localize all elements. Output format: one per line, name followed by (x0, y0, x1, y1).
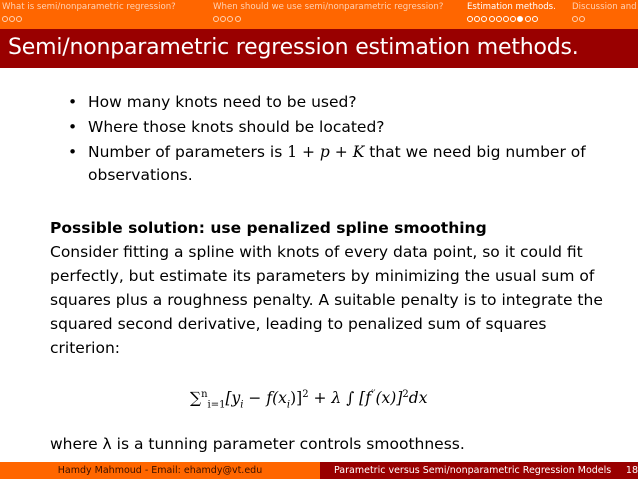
bullet-icon: • (68, 118, 78, 136)
nav-section-dots (2, 16, 176, 26)
math-p: p (319, 143, 330, 161)
slide-content (50, 91, 610, 189)
formula-term: (x)] (375, 389, 403, 408)
nav-section-dots (467, 16, 556, 26)
nav-frame-dot[interactable] (235, 16, 241, 22)
math-plus: + (297, 143, 320, 161)
nav-section-when-to-use[interactable] (213, 2, 443, 26)
formula-sub: i (240, 399, 244, 411)
penalized-sum-formula (190, 389, 427, 410)
slide-footer (0, 462, 638, 479)
nav-frame-dot[interactable] (16, 16, 22, 22)
nav-frame-dot[interactable] (9, 16, 15, 22)
nav-frame-dot[interactable] (503, 16, 509, 22)
nav-section-label[interactable]: What is semi/nonparametric regression? (2, 2, 176, 12)
bullet-text: Number of parameters is (88, 143, 288, 161)
solution-block (50, 216, 610, 360)
nav-frame-dot[interactable] (481, 16, 487, 22)
nav-frame-dot[interactable] (496, 16, 502, 22)
section-navigation (0, 0, 638, 29)
nav-frame-dot[interactable] (220, 16, 226, 22)
nav-section-label[interactable]: When should we use semi/nonparametric regression? (213, 2, 444, 12)
footer-right (320, 462, 638, 479)
sum-upper: n (201, 389, 208, 400)
nav-section-discussion[interactable] (572, 2, 637, 26)
list-item (68, 116, 610, 139)
math-one: 1 (287, 143, 298, 161)
nav-section-what-is[interactable] (2, 2, 176, 26)
slide-title: Semi/nonparametric regression estimation methods. (8, 35, 579, 60)
where-text: where λ is a tunning parameter controls smoothness. (50, 435, 465, 453)
formula-term: [y (225, 389, 241, 408)
formula-term: + λ ∫ [f (308, 389, 371, 408)
nav-frame-dot[interactable] (227, 16, 233, 22)
nav-section-label[interactable]: Discussion and (572, 2, 637, 12)
math-plus: + (329, 143, 353, 161)
nav-frame-dot[interactable] (517, 16, 523, 22)
bullet-text: that we need big number of observations. (88, 143, 586, 184)
nav-frame-dot[interactable] (474, 16, 480, 22)
formula-term: )] (290, 389, 303, 408)
nav-frame-dot[interactable] (2, 16, 8, 22)
nav-section-dots (213, 16, 443, 26)
nav-section-dots (572, 16, 637, 26)
nav-frame-dot[interactable] (525, 16, 531, 22)
solution-heading: Possible solution: use penalized spline smoothing (50, 219, 487, 237)
list-item (68, 141, 610, 187)
formula-term: − f(x (243, 389, 287, 408)
bullet-icon: • (68, 93, 78, 111)
solution-text: Consider fitting a spline with knots of every data point, so it could fit perfectly, but estimate its parameters by minimizing the usual sum of squares plus a roughness penalty. A suitable penalty is to integrate the squared second derivative, leading to penalized sum of squares criterion: (50, 243, 603, 357)
bullet-text: How many knots need to be used? (88, 93, 357, 111)
nav-frame-dot[interactable] (532, 16, 538, 22)
nav-section-estimation-methods[interactable] (467, 2, 556, 26)
nav-frame-dot[interactable] (467, 16, 473, 22)
formula-sup: 2 (302, 389, 309, 400)
formula-sup: 2 (402, 389, 409, 400)
footer-author: Hamdy Mahmoud - Email: ehamdy@vt.edu (0, 462, 320, 479)
sum-lower: i=1 (207, 399, 226, 411)
bullet-text: Where those knots should be located? (88, 118, 385, 136)
bullet-list (68, 91, 610, 187)
slide-title-bar (0, 29, 638, 68)
nav-frame-dot[interactable] (572, 16, 578, 22)
list-item (68, 91, 610, 114)
formula-prime: ′′ (370, 389, 376, 400)
bullet-icon: • (68, 143, 78, 161)
math-K: K (352, 143, 365, 161)
page-number: 18 (625, 465, 638, 476)
nav-frame-dot[interactable] (489, 16, 495, 22)
nav-frame-dot[interactable] (579, 16, 585, 22)
footer-title: Parametric versus Semi/nonparametric Regression Models (334, 465, 612, 476)
formula-sub: i (286, 399, 291, 411)
nav-section-label[interactable]: Estimation methods. (467, 2, 556, 12)
nav-frame-dot[interactable] (213, 16, 219, 22)
sum-symbol: ∑ (190, 389, 202, 408)
formula-dx: dx (408, 389, 428, 408)
nav-frame-dot[interactable] (510, 16, 516, 22)
